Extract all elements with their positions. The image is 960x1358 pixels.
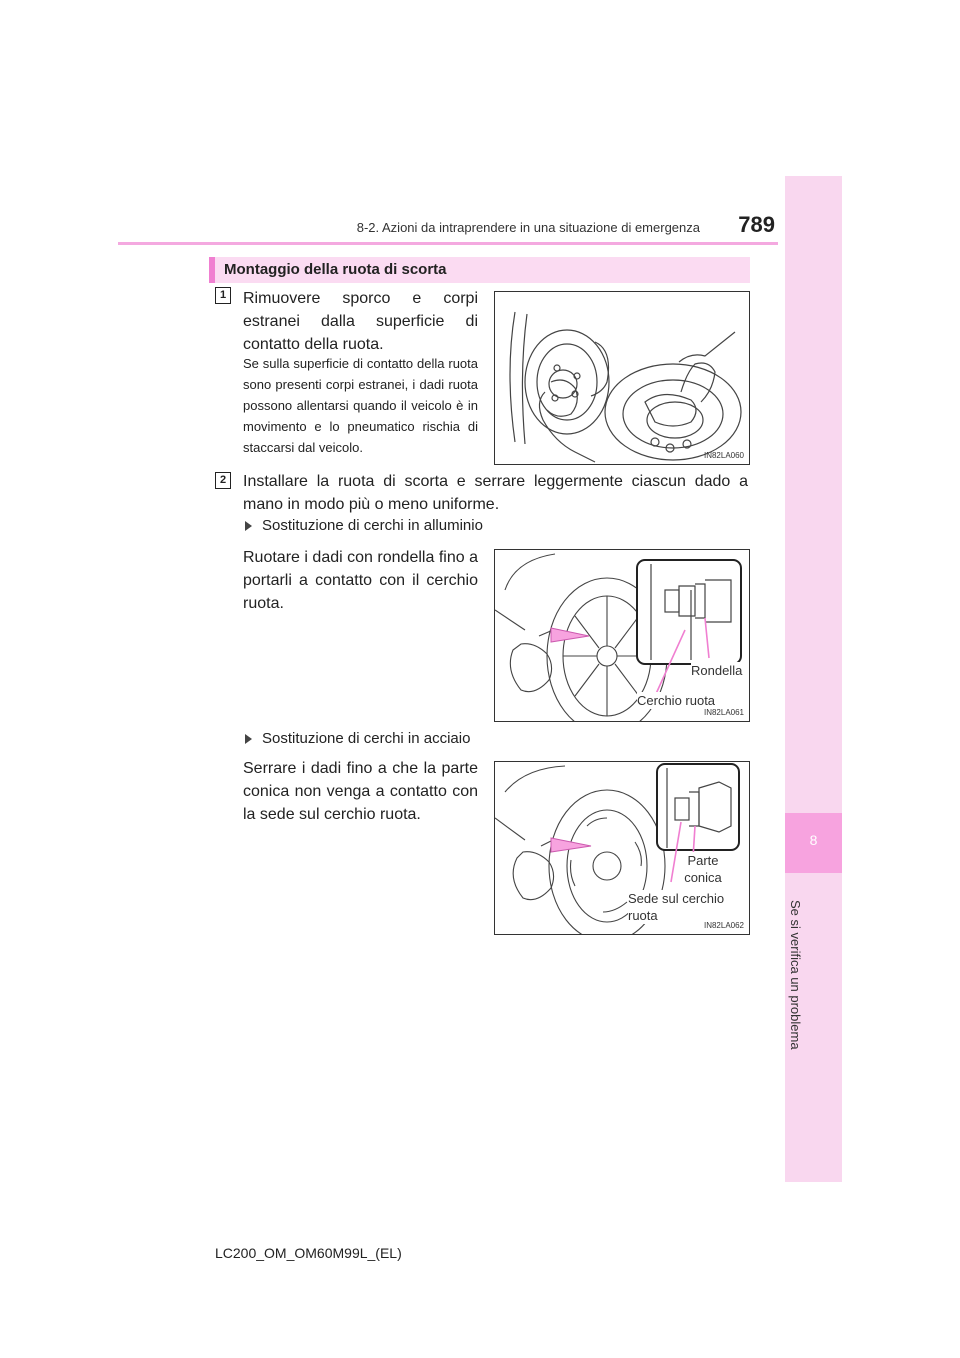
figure-clean-hub: [494, 291, 750, 465]
page-number: 789: [738, 212, 775, 237]
aluminium-instructions: Ruotare i dadi con rondella fino a portarli a contatto con il cerchio ruota.: [243, 549, 478, 612]
section-heading: Montaggio della ruota di scorta: [224, 261, 447, 278]
bullet-triangle-icon: [245, 521, 252, 531]
document-footer: LC200_OM_OM60M99L_(EL): [215, 1245, 402, 1261]
section-title: 8-2. Azioni da intraprendere in una situazione di emergenza: [356, 220, 700, 235]
header-divider: [118, 242, 778, 245]
figure-steel-wheel: [494, 761, 750, 935]
chapter-number: 8: [809, 832, 818, 848]
callout-sede-cerchio: Sede sul cerchio ruota: [628, 890, 738, 924]
steel-instructions: Serrare i dadi fino a che la parte conica non venga a contatto con la sede sul cerchio ruota.: [243, 760, 478, 823]
figure-code: IN82LA060: [703, 451, 744, 460]
bullet-triangle-icon: [245, 734, 252, 744]
step-2-text: Installare la ruota di scorta e serrare leggermente ciascun dado a mano in modo più o meno uniforme.: [243, 473, 748, 513]
clean-hub-illustration: [495, 292, 749, 464]
figure-aluminium-wheel: [494, 549, 750, 722]
step-number-2: 2: [215, 472, 231, 489]
bullet-aluminium: [245, 517, 483, 534]
figure-code: IN82LA062: [703, 921, 744, 930]
step-1-text: Rimuovere sporco e corpi estranei dalla superficie di contatto della ruota.: [243, 290, 478, 353]
callout-parte-conica: Parte conica: [684, 853, 722, 885]
figure-code: IN82LA061: [703, 708, 744, 717]
step-number-1: 1: [215, 287, 231, 304]
callout-rondella: Rondella: [691, 663, 743, 678]
bullet-aluminium-title: Sostituzione di cerchi in alluminio: [262, 517, 483, 534]
bullet-steel: [245, 730, 470, 747]
bullet-steel-title: Sostituzione di cerchi in acciaio: [262, 730, 471, 747]
callout-cerchio-ruota: Cerchio ruota: [637, 693, 716, 708]
chapter-title: Se si verifica un problema: [788, 900, 803, 1050]
step-1-note: Se sulla superficie di contatto della ruota sono presenti corpi estranei, i dadi ruota possono allentarsi quando il veicolo è in movimento e lo pneumatico rischia di staccarsi dal veicolo.: [243, 356, 478, 455]
